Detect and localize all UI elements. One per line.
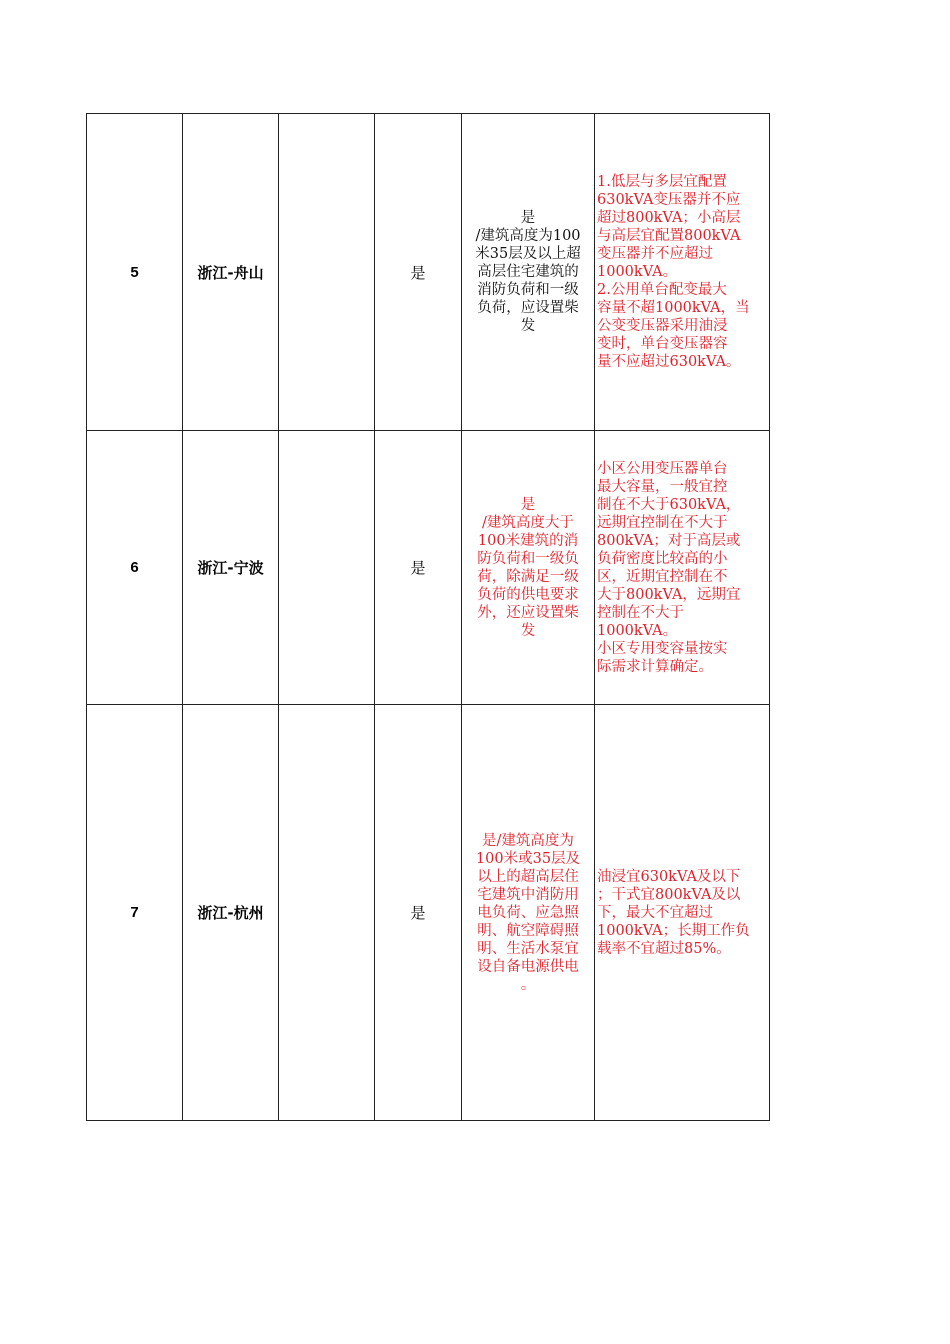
yes-value: 是 — [410, 559, 426, 577]
yes-cell[interactable] — [375, 705, 462, 1121]
region-cell[interactable] — [183, 114, 279, 431]
spreadsheet-table — [86, 113, 770, 1121]
table-row — [87, 705, 770, 1121]
generator-note-cell[interactable] — [462, 705, 595, 1121]
yes-value: 是 — [410, 904, 426, 922]
generator-note: 是 /建筑高度为100 米35层及以上超 高层住宅建筑的 消防负荷和一级 负荷，应设置柴 发 — [475, 210, 581, 334]
row-index-cell[interactable] — [87, 431, 183, 705]
generator-note-cell[interactable] — [462, 114, 595, 431]
empty-cell[interactable] — [279, 705, 375, 1121]
generator-note: 是 /建筑高度大于 100米建筑的消 防负荷和一级负 荷，除满足一级 负荷的供电要求 外，还应设置柴 发 — [477, 496, 579, 639]
table-row — [87, 431, 770, 705]
transformer-requirement: 小区公用变压器单台 最大容量，一般宜控 制在不大于630kVA， 远期宜控制在不大于 800kVA；对于高层或 负荷密度比较高的小 区，近期宜控制在不 大于800kVA，远期宜 控制在不大于 1000kVA。 小区专用变容量按实 际需求计算确定。 — [597, 460, 741, 675]
transformer-requirement: 油浸宜630kVA及以下 ；干式宜800kVA及以 下，最大不宜超过 1000kVA；长期工作负 载率不宜超过85%。 — [597, 868, 750, 957]
transformer-requirement: 1.低层与多层宜配置 630kVA变压器并不应 超过800kVA；小高层 与高层宜配置800kVA 变压器并不应超过 1000kVA。 2.公用单台配变最大 容量不超1000kVA，当 公变变压器采用油浸 变时，单台变压器容 量不应超过630kVA。 — [597, 174, 750, 370]
transformer-requirement-cell[interactable] — [595, 431, 770, 705]
generator-note: 是/建筑高度为 100米或35层及 以上的超高层住 宅建筑中消防用 电负荷、应急照 明、航空障碍照 明、生活水泵宜 设自备电源供电 。 — [475, 832, 581, 993]
yes-cell[interactable] — [375, 114, 462, 431]
row-index: 7 — [130, 904, 139, 921]
row-index: 5 — [130, 263, 139, 281]
region-name: 浙江-舟山 — [197, 263, 264, 282]
region-cell[interactable] — [183, 705, 279, 1121]
yes-value: 是 — [410, 263, 426, 282]
empty-cell[interactable] — [279, 431, 375, 705]
transformer-requirement-cell[interactable] — [595, 114, 770, 431]
row-index-cell[interactable] — [87, 114, 183, 431]
region-cell[interactable] — [183, 431, 279, 705]
yes-cell[interactable] — [375, 431, 462, 705]
region-name: 浙江-杭州 — [197, 904, 264, 922]
row-index: 6 — [130, 559, 139, 576]
region-name: 浙江-宁波 — [197, 559, 264, 577]
transformer-requirement-cell[interactable] — [595, 705, 770, 1121]
table-row — [87, 114, 770, 431]
row-index-cell[interactable] — [87, 705, 183, 1121]
empty-cell[interactable] — [279, 114, 375, 431]
generator-note-cell[interactable] — [462, 431, 595, 705]
